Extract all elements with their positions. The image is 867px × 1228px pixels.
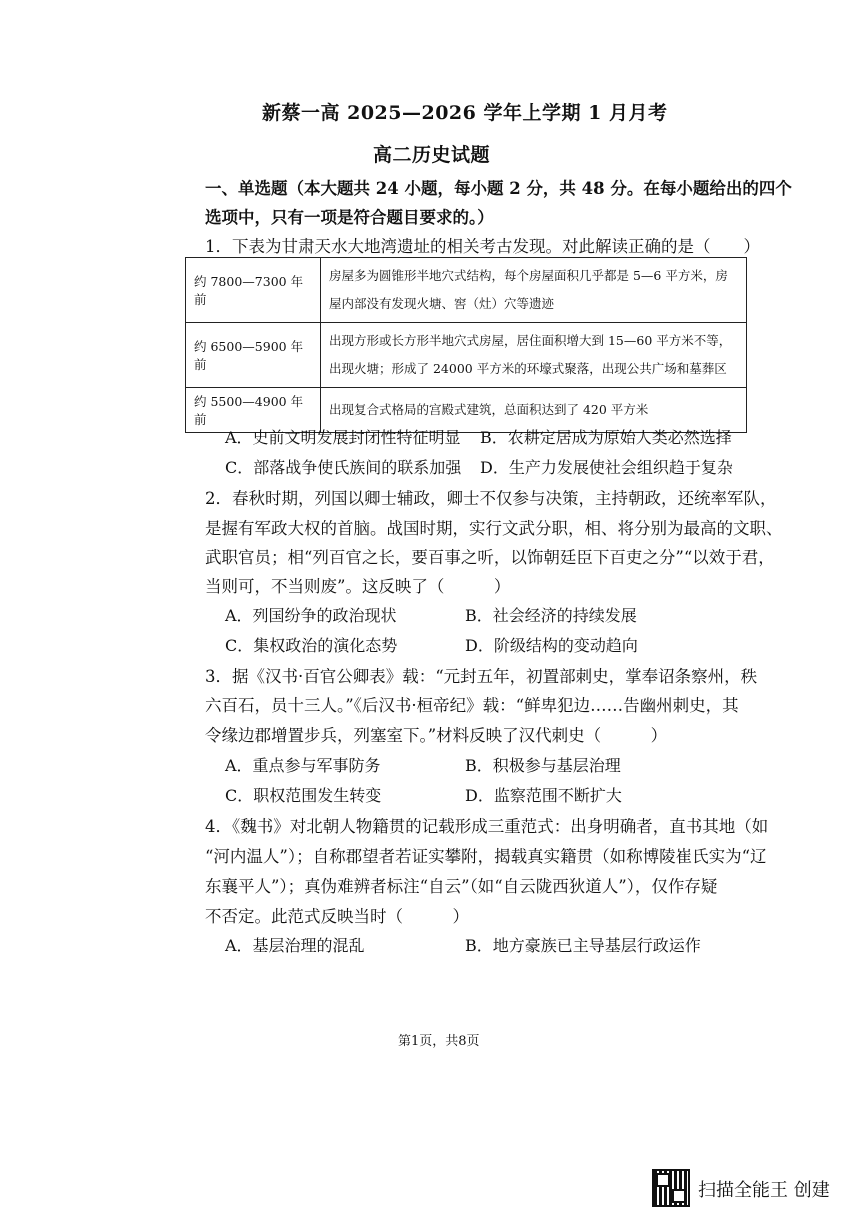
question-2-option-c: C．集权政治的演化态势 [225,636,398,655]
question-4-line-2: “河内温人”）；自称郡望者若证实攀附，揭载真实籍贯（如称博陵崔氏实为“辽 [205,847,767,866]
section-heading-line-2: 选项中，只有一项是符合题目要求的。） [205,208,494,227]
scanner-watermark: 扫描全能王 创建 [698,1180,830,1201]
table-cell-description [321,323,747,388]
table-cell-period: 约 7800—7300 年前 [186,258,321,323]
description-line: 出现复合式格局的宫殿式建筑，总面积达到了 420 平方米 [329,402,649,417]
section-heading-line-1: 一、单选题（本大题共 24 小题，每小题 2 分，共 48 分。在每小题给出的四个 [205,179,792,198]
table-row [186,258,747,323]
description-line: 出现方形或长方形半地穴式房屋，居住面积增大到 15—60 平方米不等， [329,333,732,348]
question-4-line-3: 东襄平人”）；真伪难辨者标注“自云”（如“自云陇西狄道人”），仅作存疑 [205,877,718,896]
description-line: 出现火塘；形成了 24000 平方米的环壕式聚落，出现公共广场和墓葬区 [329,361,727,376]
question-1-stem: 1．下表为甘肃天水大地湾遗址的相关考古发现。对此解读正确的是（ ） [205,237,760,256]
question-4-line-4: 不否定。此范式反映当时（ ） [205,907,469,926]
exam-title: 新蔡一高 2025—2026 学年上学期 1 月月考 [262,102,668,124]
question-3-option-a: A．重点参与军事防务 [225,756,381,775]
page-number: 第1页，共8页 [398,1034,480,1049]
question-2-option-d: D．阶级结构的变动趋向 [465,636,638,655]
question-2-line-4: 当则可，不当则废”。这反映了（ ） [205,577,511,596]
question-3-option-c: C．职权范围发生转变 [225,786,382,805]
question-4-option-a: A．基层治理的混乱 [225,936,365,955]
question-2-option-a: A．列国纷争的政治现状 [225,606,397,625]
question-3-option-d: D．监察范围不断扩大 [465,786,622,805]
archaeology-table [185,257,747,433]
exam-subtitle: 高二历史试题 [373,144,491,166]
question-3-line-3: 令缘边郡增置步兵，列塞室下。”材料反映了汉代刺史（ ） [205,726,668,745]
table-cell-period: 约 5500—4900 年前 [186,388,321,433]
description-line: 屋内部没有发现火塘、窖（灶）穴等遗迹 [329,296,555,311]
question-2-line-2: 是握有军政大权的首脑。战国时期，实行文武分职，相、将分别为最高的文职、 [205,519,783,538]
description-line: 房屋多为圆锥形半地穴式结构，每个房屋面积几乎都是 5—6 平方米，房 [329,268,728,283]
question-1-option-d: D．生产力发展使社会组织趋于复杂 [480,458,733,477]
question-3-line-2: 六百石，员十三人。”《后汉书·桓帝纪》载：“鲜卑犯边……告幽州刺史，其 [205,696,739,715]
question-2-line-3: 武职官员；相“列百官之长，要百事之听，以饰朝廷臣下百吏之分”“以效于君， [205,548,775,567]
table-cell-period: 约 6500—5900 年前 [186,323,321,388]
qr-code-icon [652,1169,690,1207]
question-1-option-b: B．农耕定居成为原始人类必然选择 [480,428,732,447]
question-1-option-c: C．部落战争使氏族间的联系加强 [225,458,462,477]
question-3-line-1: 3．据《汉书·百官公卿表》载：“元封五年，初置部刺史，掌奉诏条察州，秩 [205,667,758,686]
question-3-option-b: B．积极参与基层治理 [465,756,621,775]
question-4-option-b: B．地方豪族已主导基层行政运作 [465,936,701,955]
table-cell-description [321,258,747,323]
table-row [186,323,747,388]
question-2-option-b: B．社会经济的持续发展 [465,606,637,625]
question-2-line-1: 2．春秋时期，列国以卿士辅政，卿士不仅参与决策，主持朝政，还统率军队， [205,489,777,508]
question-4-line-1: 4．《魏书》对北朝人物籍贯的记载形成三重范式：出身明确者，直书其地（如 [205,817,769,836]
question-1-option-a: A．史前文明发展封闭性特征明显 [225,428,461,447]
